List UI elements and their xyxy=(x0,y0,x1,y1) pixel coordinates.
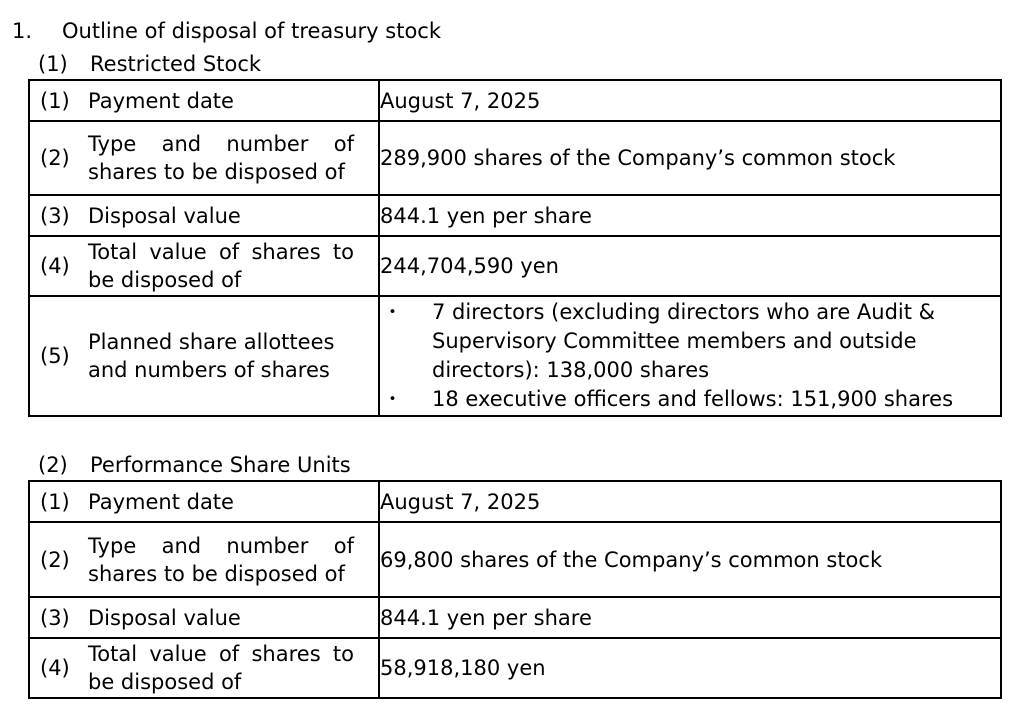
row-label-cell xyxy=(29,597,379,638)
row-value: 244,704,590 yen xyxy=(379,236,1001,296)
row-value: 58,918,180 yen xyxy=(379,638,1001,698)
table-row xyxy=(29,522,1001,597)
row-value: 844.1 yen per share xyxy=(379,597,1001,638)
allottees-cell xyxy=(379,296,1001,416)
list-item xyxy=(380,298,1000,385)
row-number: (1) xyxy=(40,489,70,514)
row-label: Type and number of shares to be disposed of xyxy=(88,533,354,586)
subsection-title-restricted-stock xyxy=(38,50,261,78)
section-heading xyxy=(12,17,441,45)
row-number: (3) xyxy=(40,605,70,630)
bullet-icon: ・ xyxy=(382,387,403,411)
table-row xyxy=(29,80,1001,121)
table-row xyxy=(29,195,1001,236)
subsection-title: Restricted Stock xyxy=(90,52,262,76)
row-value: 69,800 shares of the Company’s common stock xyxy=(379,522,1001,597)
table-row xyxy=(29,296,1001,416)
table-row xyxy=(29,638,1001,698)
row-label: Disposal value xyxy=(88,203,241,228)
row-label: Type and number of shares to be disposed of xyxy=(88,132,354,184)
row-label: Payment date xyxy=(88,489,234,514)
restricted-stock-table xyxy=(28,79,1002,417)
table-row xyxy=(29,236,1001,296)
list-item-text: 7 directors (excluding directors who are Audit & Supervisory Committee members and outside directors): 138,000 shares xyxy=(432,300,936,382)
row-number: (1) xyxy=(40,88,70,113)
row-label-cell xyxy=(29,236,379,296)
table-row xyxy=(29,481,1001,522)
list-item xyxy=(380,385,1000,414)
section-heading-text: Outline of disposal of treasury stock xyxy=(62,19,441,43)
table-row xyxy=(29,121,1001,195)
row-value: 844.1 yen per share xyxy=(379,195,1001,236)
performance-share-units-table xyxy=(28,480,1002,699)
subsection-title-performance-share-units xyxy=(38,451,351,479)
row-label: Payment date xyxy=(88,88,234,113)
row-label-cell xyxy=(29,296,379,416)
list-item-text: 18 executive officers and fellows: 151,900 shares xyxy=(432,387,954,411)
section-heading-number: 1. xyxy=(12,19,33,43)
row-label-cell xyxy=(29,121,379,195)
row-label-cell xyxy=(29,195,379,236)
row-value: August 7, 2025 xyxy=(379,481,1001,522)
subsection-number: (2) xyxy=(38,453,68,477)
row-number: (4) xyxy=(40,254,70,278)
bullet-icon: ・ xyxy=(382,300,403,324)
row-label: Disposal value xyxy=(88,605,241,630)
row-number: (2) xyxy=(40,146,70,170)
row-number: (4) xyxy=(40,656,70,680)
row-label: Total value of shares to be disposed of xyxy=(88,240,354,292)
row-label: Total value of shares to be disposed of xyxy=(88,642,354,694)
row-number: (5) xyxy=(40,344,70,368)
row-number: (3) xyxy=(40,203,70,228)
row-label: Planned share allottees and numbers of shares xyxy=(88,330,335,382)
row-label-cell xyxy=(29,481,379,522)
row-label-cell xyxy=(29,638,379,698)
subsection-number: (1) xyxy=(38,52,68,76)
row-value: August 7, 2025 xyxy=(379,80,1001,121)
row-value: 289,900 shares of the Company’s common stock xyxy=(379,121,1001,195)
subsection-title: Performance Share Units xyxy=(90,453,351,477)
row-label-cell xyxy=(29,80,379,121)
row-number: (2) xyxy=(40,547,70,572)
row-label-cell xyxy=(29,522,379,597)
table-row xyxy=(29,597,1001,638)
